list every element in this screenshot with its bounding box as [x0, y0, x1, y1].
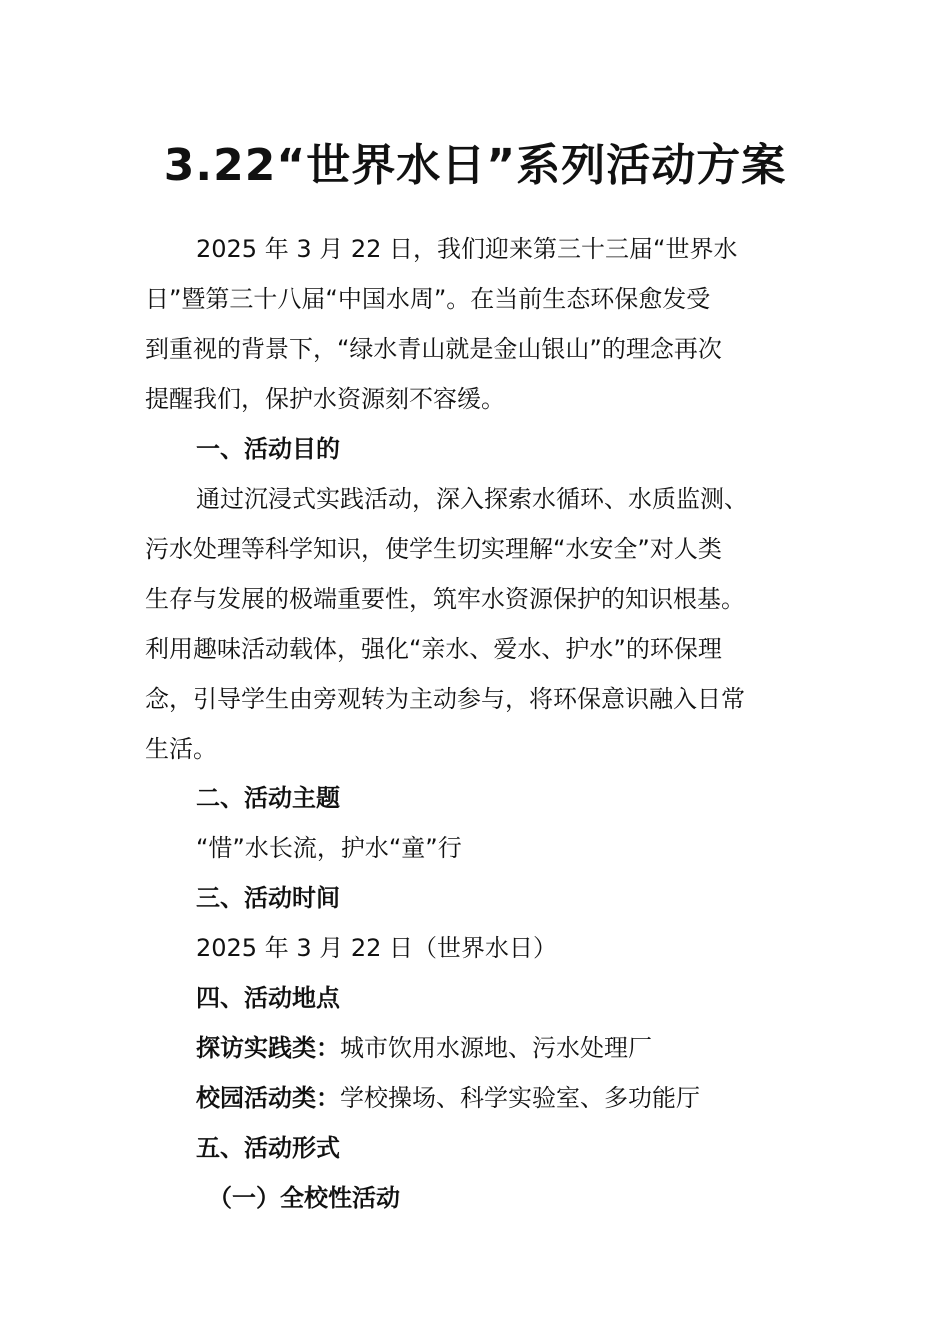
document-title: 3.22“世界水日”系列活动方案: [163, 140, 787, 191]
purpose-line-1: 通过沉浸式实践活动，深入探索水循环、水质监测、: [196, 485, 748, 513]
intro-line-1: 2025 年 3 月 22 日，我们迎来第三十三届“世界水: [196, 235, 738, 263]
location-item-text: 城市饮用水源地、污水处理厂: [340, 1034, 652, 1062]
theme-text: “惜”水长流，护水“童”行: [196, 834, 462, 862]
time-text: 2025 年 3 月 22 日（世界水日）: [196, 934, 558, 962]
location-item-label: 校园活动类：: [196, 1084, 340, 1112]
purpose-line-5: 念，引导学生由旁观转为主动参与，将环保意识融入日常: [145, 685, 745, 713]
location-item-campus: [196, 1082, 700, 1114]
intro-line-4: 提醒我们，保护水资源刻不容缓。: [145, 385, 505, 413]
location-item-label: 探访实践类：: [196, 1034, 340, 1062]
section-heading-time: 三、活动时间: [196, 884, 340, 912]
section-heading-location: 四、活动地点: [196, 984, 340, 1012]
location-item-field-visit: [196, 1032, 652, 1064]
intro-line-2: 日”暨第三十八届“中国水周”。在当前生态环保愈发受: [145, 285, 711, 313]
section-heading-theme: 二、活动主题: [196, 784, 340, 812]
intro-line-3: 到重视的背景下，“绿水青山就是金山银山”的理念再次: [145, 335, 722, 363]
location-item-text: 学校操场、科学实验室、多功能厅: [340, 1084, 700, 1112]
section-heading-purpose: 一、活动目的: [196, 435, 340, 463]
purpose-line-2: 污水处理等科学知识，使学生切实理解“水安全”对人类: [145, 535, 722, 563]
purpose-line-3: 生存与发展的极端重要性，筑牢水资源保护的知识根基。: [145, 585, 745, 613]
subsection-heading-school-wide: （一）全校性活动: [208, 1184, 400, 1212]
purpose-line-6: 生活。: [145, 735, 217, 763]
purpose-line-4: 利用趣味活动载体，强化“亲水、爱水、护水”的环保理: [145, 635, 722, 663]
section-heading-format: 五、活动形式: [196, 1134, 340, 1162]
